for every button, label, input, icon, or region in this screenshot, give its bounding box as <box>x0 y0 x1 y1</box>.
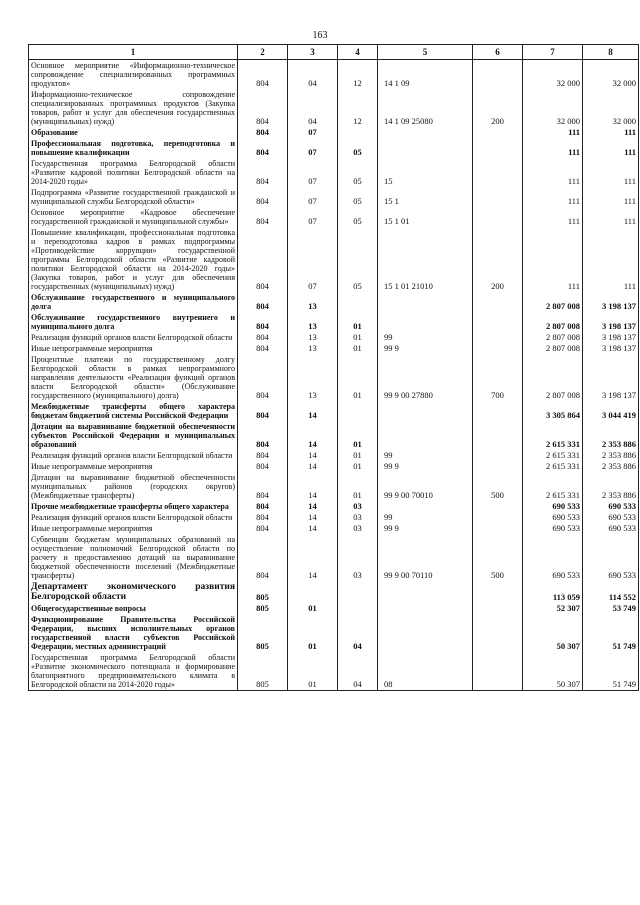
amount-year-2: 114 552 <box>583 581 639 603</box>
target-article-code: 15 <box>378 158 473 187</box>
subsection-code: 01 <box>338 472 378 501</box>
budget-row <box>29 581 639 603</box>
row-description: Профессиональная подготовка, переподготовка и повышение квалификации <box>29 138 238 158</box>
budget-row <box>29 534 639 581</box>
row-description: Основное мероприятие «Кадровое обеспечение государственной гражданской и муниципальной службы» <box>29 207 238 227</box>
target-article-code <box>378 138 473 158</box>
section-code <box>288 581 338 603</box>
subsection-code <box>338 401 378 421</box>
target-article-code: 14 1 09 <box>378 60 473 90</box>
ministry-code: 804 <box>238 158 288 187</box>
page-number: 163 <box>312 30 328 41</box>
amount-year-1: 690 533 <box>523 512 583 523</box>
target-article-code: 99 <box>378 512 473 523</box>
amount-year-1: 2 807 008 <box>523 312 583 332</box>
amount-year-1: 2 615 331 <box>523 421 583 450</box>
section-code: 01 <box>288 603 338 614</box>
expense-type-code <box>473 401 523 421</box>
row-description: Реализация функций органов власти Белгородской области <box>29 450 238 461</box>
section-code: 07 <box>288 227 338 292</box>
expense-type-code <box>473 60 523 90</box>
amount-year-2: 111 <box>583 138 639 158</box>
amount-year-1: 3 305 864 <box>523 401 583 421</box>
subsection-code: 01 <box>338 461 378 472</box>
ministry-code: 804 <box>238 60 288 90</box>
ministry-code: 804 <box>238 187 288 207</box>
expense-type-code <box>473 343 523 354</box>
amount-year-2: 32 000 <box>583 60 639 90</box>
row-description: Иные непрограммные мероприятия <box>29 461 238 472</box>
section-code: 14 <box>288 523 338 534</box>
ministry-code: 804 <box>238 523 288 534</box>
amount-year-1: 50 307 <box>523 614 583 652</box>
row-description: Основное мероприятие «Информационно-техническое сопровождение специализированных программных продуктов» <box>29 60 238 90</box>
budget-row <box>29 207 639 227</box>
section-code: 14 <box>288 421 338 450</box>
target-article-code <box>378 401 473 421</box>
ministry-code: 804 <box>238 472 288 501</box>
subsection-code: 03 <box>338 512 378 523</box>
row-description: Дотации на выравнивание бюджетной обеспеченности муниципальных районов (городских округов) (Межбюджетные трансферты) <box>29 472 238 501</box>
subsection-code <box>338 127 378 138</box>
subsection-code: 01 <box>338 450 378 461</box>
ministry-code: 804 <box>238 207 288 227</box>
subsection-code: 05 <box>338 207 378 227</box>
subsection-code: 05 <box>338 227 378 292</box>
expense-type-code: 500 <box>473 534 523 581</box>
section-code: 01 <box>288 652 338 691</box>
target-article-code: 99 9 00 70010 <box>378 472 473 501</box>
budget-row <box>29 652 639 691</box>
amount-year-1: 690 533 <box>523 501 583 512</box>
column-number-row <box>29 45 639 60</box>
amount-year-1: 2 807 008 <box>523 292 583 312</box>
expense-type-code: 200 <box>473 227 523 292</box>
target-article-code: 99 <box>378 332 473 343</box>
expense-type-code <box>473 581 523 603</box>
row-description: Иные непрограммные мероприятия <box>29 343 238 354</box>
column-header: 6 <box>473 45 523 60</box>
amount-year-2: 690 533 <box>583 523 639 534</box>
expense-type-code <box>473 512 523 523</box>
section-code: 14 <box>288 501 338 512</box>
expense-type-code <box>473 158 523 187</box>
row-description: Реализация функций органов власти Белгородской области <box>29 332 238 343</box>
amount-year-1: 111 <box>523 227 583 292</box>
amount-year-1: 111 <box>523 127 583 138</box>
expense-type-code: 700 <box>473 354 523 401</box>
target-article-code: 08 <box>378 652 473 691</box>
budget-row <box>29 158 639 187</box>
subsection-code: 01 <box>338 332 378 343</box>
expense-type-code <box>473 127 523 138</box>
ministry-code: 804 <box>238 332 288 343</box>
subsection-code: 01 <box>338 312 378 332</box>
row-description: Государственная программа Белгородской области «Развитие кадровой политики Белгородской области на 2014-2020 годы» <box>29 158 238 187</box>
row-description: Общегосударственные вопросы <box>29 603 238 614</box>
section-code: 13 <box>288 354 338 401</box>
amount-year-1: 2 615 331 <box>523 472 583 501</box>
budget-row <box>29 401 639 421</box>
ministry-code: 804 <box>238 421 288 450</box>
amount-year-1: 690 533 <box>523 534 583 581</box>
target-article-code: 15 1 01 21010 <box>378 227 473 292</box>
row-description: Функционирование Правительства Российской Федерации, высших исполнительных органов государственной власти субъектов Российской Федерации, местных администраций <box>29 614 238 652</box>
budget-row <box>29 332 639 343</box>
amount-year-2: 2 353 886 <box>583 472 639 501</box>
amount-year-2: 51 749 <box>583 652 639 691</box>
target-article-code <box>378 501 473 512</box>
target-article-code: 15 1 <box>378 187 473 207</box>
expense-type-code <box>473 421 523 450</box>
subsection-code: 01 <box>338 343 378 354</box>
budget-row <box>29 187 639 207</box>
column-header: 2 <box>238 45 288 60</box>
subsection-code: 03 <box>338 534 378 581</box>
section-code: 07 <box>288 138 338 158</box>
subsection-code: 05 <box>338 187 378 207</box>
section-code: 07 <box>288 158 338 187</box>
expense-type-code <box>473 332 523 343</box>
expense-type-code: 200 <box>473 89 523 127</box>
amount-year-1: 111 <box>523 187 583 207</box>
target-article-code: 99 9 00 70110 <box>378 534 473 581</box>
ministry-code: 804 <box>238 89 288 127</box>
column-header: 3 <box>288 45 338 60</box>
amount-year-2: 2 353 886 <box>583 461 639 472</box>
section-code: 01 <box>288 614 338 652</box>
amount-year-1: 50 307 <box>523 652 583 691</box>
column-header: 7 <box>523 45 583 60</box>
section-code: 04 <box>288 89 338 127</box>
target-article-code <box>378 421 473 450</box>
ministry-code: 804 <box>238 401 288 421</box>
section-code: 13 <box>288 312 338 332</box>
row-description: Субвенции бюджетам муниципальных образований на осуществление полномочий Белгородской области по расчету и предоставлению дотаций на выравнивание бюджетной обеспеченности поселений (Межбюджетные трансферты) <box>29 534 238 581</box>
budget-row <box>29 603 639 614</box>
amount-year-1: 2 807 008 <box>523 343 583 354</box>
amount-year-2: 3 198 137 <box>583 292 639 312</box>
budget-row <box>29 138 639 158</box>
amount-year-1: 111 <box>523 138 583 158</box>
target-article-code <box>378 614 473 652</box>
target-article-code <box>378 312 473 332</box>
amount-year-2: 3 198 137 <box>583 354 639 401</box>
expense-type-code <box>473 652 523 691</box>
amount-year-2: 111 <box>583 158 639 187</box>
expense-type-code <box>473 614 523 652</box>
section-code: 14 <box>288 472 338 501</box>
expense-type-code: 500 <box>473 472 523 501</box>
amount-year-2: 111 <box>583 227 639 292</box>
section-code: 14 <box>288 450 338 461</box>
amount-year-1: 52 307 <box>523 603 583 614</box>
expense-type-code <box>473 312 523 332</box>
ministry-code: 804 <box>238 227 288 292</box>
amount-year-1: 2 807 008 <box>523 332 583 343</box>
subsection-code: 12 <box>338 60 378 90</box>
target-article-code: 99 9 <box>378 343 473 354</box>
target-article-code: 99 <box>378 450 473 461</box>
column-header: 1 <box>29 45 238 60</box>
ministry-code: 805 <box>238 614 288 652</box>
subsection-code: 03 <box>338 523 378 534</box>
budget-row <box>29 421 639 450</box>
amount-year-2: 32 000 <box>583 89 639 127</box>
amount-year-2: 3 198 137 <box>583 312 639 332</box>
ministry-code: 804 <box>238 512 288 523</box>
budget-row <box>29 614 639 652</box>
amount-year-2: 690 533 <box>583 501 639 512</box>
section-code: 13 <box>288 332 338 343</box>
amount-year-1: 2 807 008 <box>523 354 583 401</box>
ministry-code: 804 <box>238 312 288 332</box>
row-description: Процентные платежи по государственному долгу Белгородской области в рамках непрограммного направления деятельности «Реализация функций органов власти Белгородской области» (Обслуживание государственного (муниципального) долга) <box>29 354 238 401</box>
subsection-code: 05 <box>338 138 378 158</box>
section-code: 04 <box>288 60 338 90</box>
budget-row <box>29 472 639 501</box>
amount-year-1: 32 000 <box>523 60 583 90</box>
expense-type-code <box>473 450 523 461</box>
budget-row <box>29 461 639 472</box>
subsection-code <box>338 292 378 312</box>
expense-type-code <box>473 603 523 614</box>
ministry-code: 804 <box>238 461 288 472</box>
ministry-code: 804 <box>238 127 288 138</box>
expense-type-code <box>473 501 523 512</box>
target-article-code <box>378 127 473 138</box>
column-header: 8 <box>583 45 639 60</box>
amount-year-1: 2 615 331 <box>523 461 583 472</box>
expense-type-code <box>473 207 523 227</box>
row-description: Образование <box>29 127 238 138</box>
row-description: Реализация функций органов власти Белгородской области <box>29 512 238 523</box>
row-description: Обслуживание государственного внутреннего и муниципального долга <box>29 312 238 332</box>
budget-row <box>29 312 639 332</box>
expense-type-code <box>473 138 523 158</box>
subsection-code <box>338 581 378 603</box>
subsection-code: 12 <box>338 89 378 127</box>
amount-year-2: 690 533 <box>583 512 639 523</box>
expense-type-code <box>473 461 523 472</box>
ministry-code: 804 <box>238 354 288 401</box>
target-article-code: 14 1 09 25080 <box>378 89 473 127</box>
amount-year-2: 2 353 886 <box>583 450 639 461</box>
ministry-code: 804 <box>238 292 288 312</box>
amount-year-2: 51 749 <box>583 614 639 652</box>
row-description: Подпрограмма «Развитие государственной гражданской и муниципальной службы Белгородской области» <box>29 187 238 207</box>
row-description: Повышение квалификации, профессиональная подготовка и переподготовка кадров в рамках подпрограммы «Противодействие коррупции» государственной программы Белгородской области «Развитие кадровой политики Белгородской области на 2014-2020 годы» (Закупка товаров, работ и услуг для обеспечения государственных (муниципальных) нужд) <box>29 227 238 292</box>
row-description: Дотации на выравнивание бюджетной обеспеченности субъектов Российской Федерации и муниципальных образований <box>29 421 238 450</box>
target-article-code: 99 9 00 27880 <box>378 354 473 401</box>
section-code: 14 <box>288 512 338 523</box>
ministry-code: 804 <box>238 450 288 461</box>
subsection-code: 03 <box>338 501 378 512</box>
ministry-code: 804 <box>238 534 288 581</box>
row-description: Департамент экономического развития Белгородской области <box>29 581 238 603</box>
amount-year-1: 111 <box>523 158 583 187</box>
section-code: 07 <box>288 187 338 207</box>
section-code: 07 <box>288 127 338 138</box>
budget-row <box>29 501 639 512</box>
expense-type-code <box>473 187 523 207</box>
target-article-code <box>378 603 473 614</box>
section-code: 14 <box>288 401 338 421</box>
section-code: 14 <box>288 534 338 581</box>
amount-year-2: 3 044 419 <box>583 401 639 421</box>
amount-year-1: 690 533 <box>523 523 583 534</box>
amount-year-2: 111 <box>583 127 639 138</box>
budget-row <box>29 354 639 401</box>
section-code: 13 <box>288 343 338 354</box>
budget-row <box>29 292 639 312</box>
row-description: Обслуживание государственного и муниципального долга <box>29 292 238 312</box>
amount-year-1: 113 059 <box>523 581 583 603</box>
amount-year-2: 111 <box>583 207 639 227</box>
subsection-code: 04 <box>338 652 378 691</box>
target-article-code <box>378 581 473 603</box>
section-code: 14 <box>288 461 338 472</box>
section-code: 07 <box>288 207 338 227</box>
target-article-code: 15 1 01 <box>378 207 473 227</box>
ministry-code: 805 <box>238 603 288 614</box>
subsection-code: 04 <box>338 614 378 652</box>
subsection-code <box>338 603 378 614</box>
subsection-code: 05 <box>338 158 378 187</box>
target-article-code <box>378 292 473 312</box>
ministry-code: 805 <box>238 652 288 691</box>
budget-row <box>29 127 639 138</box>
row-description: Информационно-техническое сопровождение специализированных программных продуктов (Закупка товаров, работ и услуг для обеспечения государственных (муниципальных) нужд) <box>29 89 238 127</box>
row-description: Иные непрограммные мероприятия <box>29 523 238 534</box>
amount-year-2: 111 <box>583 187 639 207</box>
amount-year-2: 3 198 137 <box>583 332 639 343</box>
budget-row <box>29 89 639 127</box>
budget-row <box>29 343 639 354</box>
ministry-code: 805 <box>238 581 288 603</box>
budget-row <box>29 60 639 90</box>
target-article-code: 99 9 <box>378 461 473 472</box>
row-description: Прочие межбюджетные трансферты общего характера <box>29 501 238 512</box>
ministry-code: 804 <box>238 501 288 512</box>
amount-year-2: 3 198 137 <box>583 343 639 354</box>
section-code: 13 <box>288 292 338 312</box>
expense-type-code <box>473 292 523 312</box>
amount-year-2: 2 353 886 <box>583 421 639 450</box>
amount-year-1: 32 000 <box>523 89 583 127</box>
amount-year-1: 2 615 331 <box>523 450 583 461</box>
amount-year-2: 53 749 <box>583 603 639 614</box>
column-header: 4 <box>338 45 378 60</box>
ministry-code: 804 <box>238 138 288 158</box>
budget-row <box>29 523 639 534</box>
subsection-code: 01 <box>338 421 378 450</box>
row-description: Межбюджетные трансферты общего характера бюджетам бюджетной системы Российской Федерации <box>29 401 238 421</box>
subsection-code: 01 <box>338 354 378 401</box>
budget-table <box>28 44 639 691</box>
amount-year-2: 690 533 <box>583 534 639 581</box>
budget-row <box>29 450 639 461</box>
target-article-code: 99 9 <box>378 523 473 534</box>
amount-year-1: 111 <box>523 207 583 227</box>
row-description: Государственная программа Белгородской области «Развитие экономического потенциала и формирование благоприятного предпринимательского климата в Белгородской области на 2014-2020 годы» <box>29 652 238 691</box>
ministry-code: 804 <box>238 343 288 354</box>
budget-row <box>29 227 639 292</box>
expense-type-code <box>473 523 523 534</box>
column-header: 5 <box>378 45 473 60</box>
budget-row <box>29 512 639 523</box>
